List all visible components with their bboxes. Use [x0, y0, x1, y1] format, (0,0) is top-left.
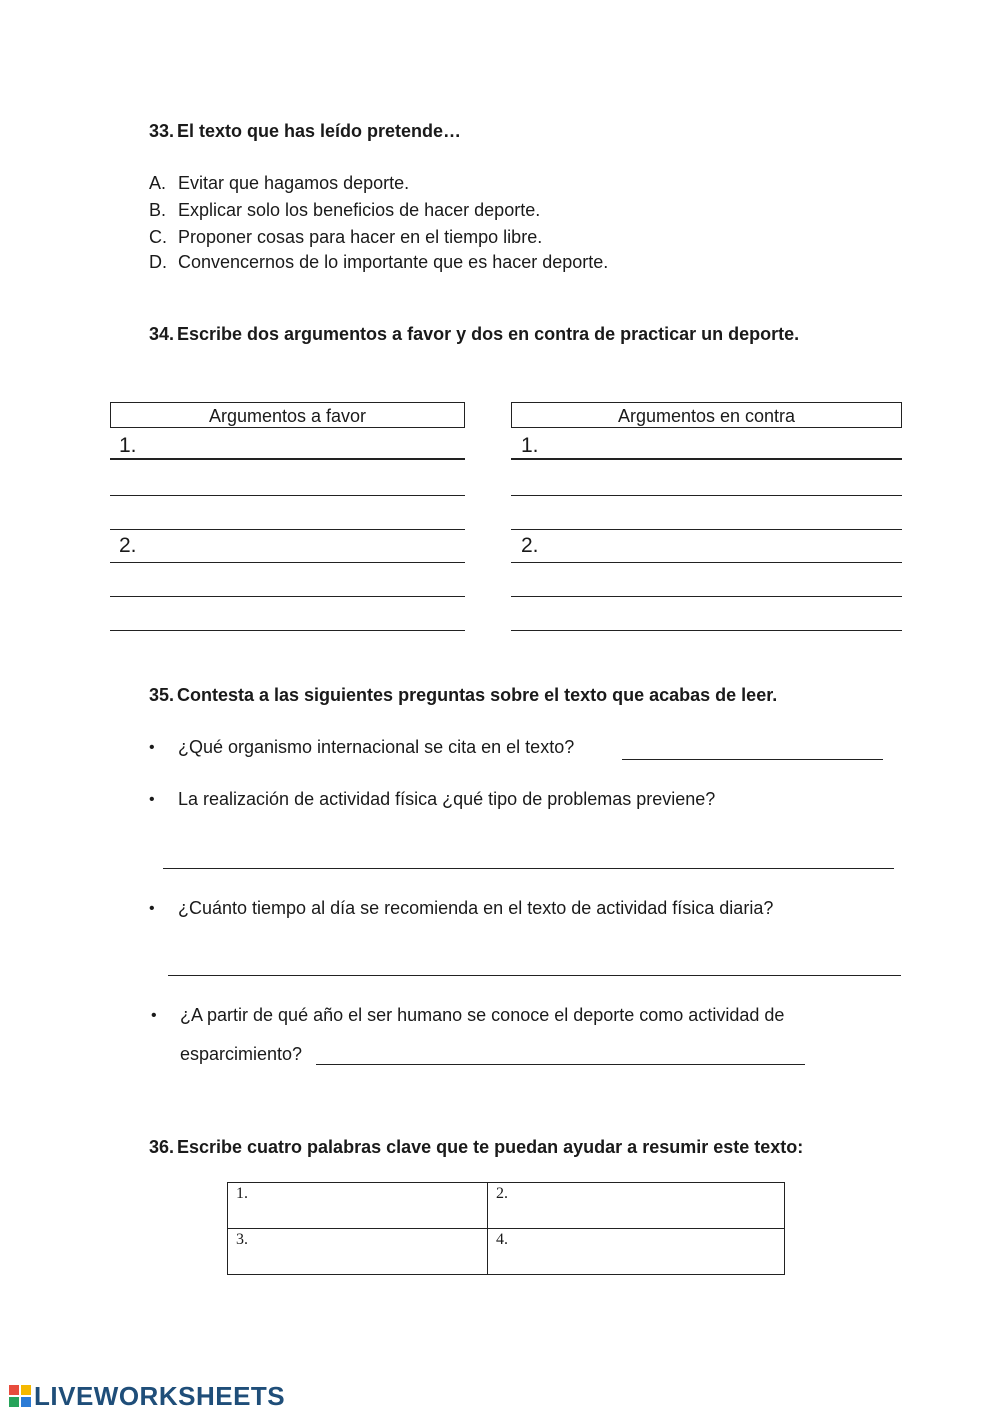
option-letter: B. [149, 200, 167, 220]
q35-answer-line-4[interactable] [316, 1064, 805, 1065]
option-text: Evitar que hagamos deporte. [178, 173, 410, 193]
favor-answer-line-2[interactable] [110, 495, 465, 496]
option-text: Convencernos de lo importante que es hacer deporte. [178, 252, 609, 272]
favor-answer-line-6[interactable] [110, 630, 465, 631]
q33-option-b[interactable] [149, 200, 540, 221]
q33-option-d[interactable] [149, 252, 608, 273]
contra-item-2-number: 2. [521, 534, 539, 557]
contra-answer-line-4[interactable] [511, 562, 902, 563]
favor-header: Argumentos a favor [110, 402, 465, 428]
favor-item-2-number: 2. [119, 534, 137, 557]
bullet-icon: • [149, 900, 155, 917]
q34-title [149, 324, 799, 345]
option-letter: C. [149, 227, 167, 247]
logo-blocks-icon [8, 1384, 32, 1408]
q34-title-text: Escribe dos argumentos a favor y dos en contra de practicar un deporte. [177, 324, 800, 344]
bullet-icon: • [149, 739, 155, 756]
keyword-cell-1[interactable]: 1. [228, 1183, 488, 1229]
contra-answer-line-2[interactable] [511, 495, 902, 496]
option-letter: A. [149, 173, 167, 193]
q35-title-text: Contesta a las siguientes preguntas sobre el texto que acabas de leer. [177, 685, 778, 705]
favor-item-1-number: 1. [119, 434, 137, 457]
contra-item-1-number: 1. [521, 434, 539, 457]
keywords-table [227, 1182, 785, 1275]
contra-answer-line-1[interactable] [511, 458, 902, 460]
q33-title-text: El texto que has leído pretende… [177, 121, 462, 141]
q33-title [149, 121, 461, 142]
option-letter: D. [149, 252, 167, 272]
liveworksheets-logo[interactable] [8, 1381, 285, 1412]
q35-title [149, 685, 777, 706]
contra-answer-line-5[interactable] [511, 596, 902, 597]
favor-answer-line-3[interactable] [110, 529, 465, 530]
q35-answer-line-3[interactable] [168, 975, 901, 976]
q35-question-1: ¿Qué organismo internacional se cita en el texto? [178, 737, 575, 757]
q35-question-4-cont: esparcimiento? [180, 1044, 303, 1064]
contra-answer-line-3[interactable] [511, 529, 902, 530]
favor-answer-line-1[interactable] [110, 458, 465, 460]
keyword-cell-3[interactable]: 3. [228, 1229, 488, 1275]
q35-answer-line-2[interactable] [163, 868, 894, 869]
q35-question-2: La realización de actividad física ¿qué tipo de problemas previene? [178, 789, 716, 809]
q33-number: 33. [149, 121, 175, 141]
q35-question-3: ¿Cuánto tiempo al día se recomienda en el texto de actividad física diaria? [178, 898, 774, 918]
q36-number: 36. [149, 1137, 175, 1157]
q36-title [149, 1137, 803, 1158]
q33-option-a[interactable] [149, 173, 409, 194]
q36-title-text: Escribe cuatro palabras clave que te puedan ayudar a resumir este texto: [177, 1137, 804, 1157]
keyword-cell-4[interactable]: 4. [488, 1229, 785, 1275]
table-row [228, 1229, 785, 1275]
option-text: Proponer cosas para hacer en el tiempo libre. [178, 227, 543, 247]
contra-header: Argumentos en contra [511, 402, 902, 428]
table-row [228, 1183, 785, 1229]
option-text: Explicar solo los beneficios de hacer deporte. [178, 200, 541, 220]
favor-answer-line-5[interactable] [110, 596, 465, 597]
bullet-icon: • [149, 791, 155, 808]
q35-question-4: ¿A partir de qué año el ser humano se conoce el deporte como actividad de [180, 1005, 785, 1025]
q35-answer-line-1[interactable] [622, 759, 883, 760]
q34-number: 34. [149, 324, 175, 344]
logo-text: LIVEWORKSHEETS [34, 1381, 286, 1411]
q35-number: 35. [149, 685, 175, 705]
favor-answer-line-4[interactable] [110, 562, 465, 563]
keyword-cell-2[interactable]: 2. [488, 1183, 785, 1229]
contra-answer-line-6[interactable] [511, 630, 902, 631]
q33-option-c[interactable] [149, 227, 542, 248]
bullet-icon: • [151, 1007, 157, 1024]
